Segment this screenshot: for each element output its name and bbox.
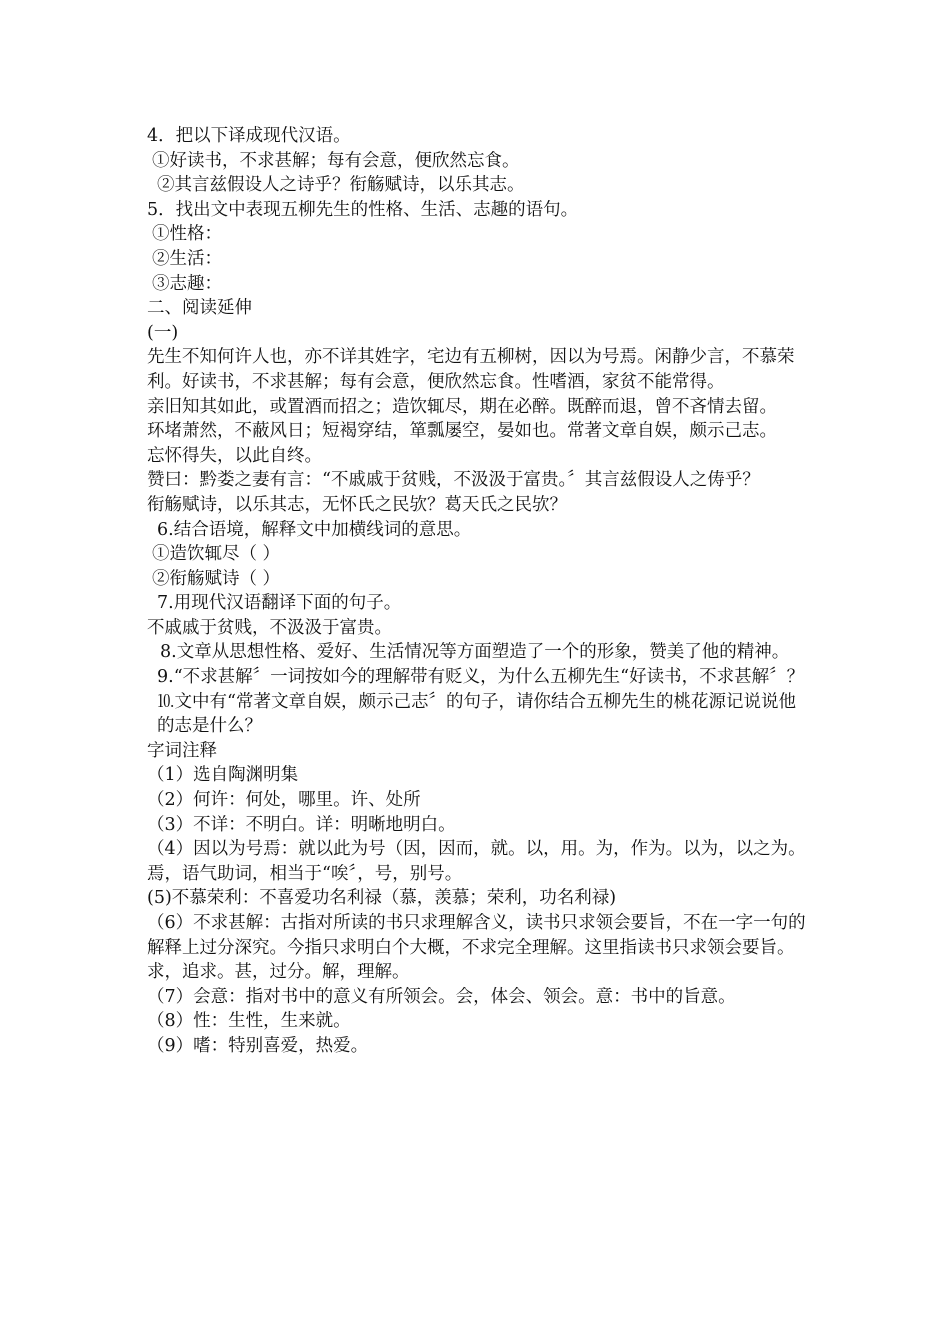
- question-6-item-2: ②衔觞赋诗（ ）: [152, 568, 281, 589]
- passage-paragraph: 亲旧知其如此，或置酒而招之；造饮辄尽，期在必醉。既醉而退，曾不吝情去留。: [147, 396, 777, 417]
- question-4: 4．把以下译成现代汉语。: [147, 126, 351, 146]
- question-10: ⒑文中有“常著文章自娱，颇示己志〞的句子，请你结合五柳先生的桃花源记说说他的志是什么？: [157, 691, 796, 737]
- passage-paragraph: 先生不知何许人也，亦不详其姓字，宅边有五柳树，因以为号焉。闲静少言，不慕荣利。好读书，不求甚解；每有会意，便欣然忘食。性嗜酒，家贫不能常得。: [147, 347, 795, 392]
- question-7: 7.用现代汉语翻译下面的句子。: [157, 593, 402, 614]
- note-item: （9）嗜：特别喜爱，热爱。: [147, 1035, 369, 1056]
- question-6: 6.结合语境，解释文中加横线词的意思。: [157, 519, 472, 540]
- passage-paragraph: 衔觞赋诗，以乐其志，无怀氏之民欤？葛天氏之民欤？: [147, 494, 567, 515]
- note-item: （7）会意：指对书中的意义有所领会。会，体会、领会。意：书中的旨意。: [147, 986, 736, 1007]
- question-6-item-1: ①造饮辄尽（ ）: [152, 544, 281, 565]
- document-body: [147, 124, 807, 1059]
- passage-paragraph: 赞曰：黔娄之妻有言：“不戚戚于贫贱，不汲汲于富贵。〞其言兹假设人之俦乎？: [147, 470, 760, 491]
- question-5-item-3: ③志趣：: [152, 273, 222, 294]
- question-5: 5．找出文中表现五柳先生的性格、生活、志趣的语句。: [147, 199, 579, 220]
- note-item: (5)不慕荣利：不喜爱功名利禄（慕，羡慕；荣利，功名利禄): [147, 888, 617, 909]
- question-4-item-2: ②其言兹假设人之诗乎？衔觞赋诗，以乐其志。: [157, 175, 525, 196]
- passage-paragraph: 环堵萧然，不蔽风日；短褐穿结，箪瓢屡空，晏如也。常著文章自娱，颇示己志。: [147, 421, 777, 442]
- note-item: （3）不详：不明白。详：明晰地明白。: [147, 814, 456, 835]
- question-9: 9.“不求甚解〞一词按如今的理解带有贬义，为什么五柳先生“好读书，不求甚解〞？: [157, 667, 805, 688]
- note-item: （4）因以为号焉：就以此为号（因，因而，就。以，用。为，作为。以为，以之为。焉，语气助词，相当于“唉〞，号，别号。: [147, 839, 806, 884]
- question-8: 8.文章从思想性格、爱好、生活情况等方面塑造了一个的形象，赞美了他的精神。: [160, 642, 790, 663]
- section-heading: 二、阅读延伸: [147, 298, 252, 319]
- subsection-marker: (一): [147, 322, 179, 343]
- note-item: （6）不求甚解：古指对所读的书只求理解含义，读书只求领会要旨，不在一字一句的解释上过分深究。今指只求明白个大概，不求完全理解。这里指读书只求领会要旨。求，追求。甚，过分。解，理解。: [147, 913, 806, 983]
- passage-paragraph: 忘怀得失，以此自终。: [147, 445, 322, 466]
- notes-heading: 字词注释: [147, 740, 217, 761]
- question-5-item-1: ①性格：: [152, 224, 222, 245]
- question-4-item-1: ①好读书，不求甚解；每有会意，便欣然忘食。: [152, 150, 520, 171]
- note-item: （1）选自陶渊明集: [147, 765, 299, 786]
- note-item: （8）性：生性，生来就。: [147, 1011, 351, 1032]
- question-5-item-2: ②生活：: [152, 248, 222, 269]
- question-7-sentence: 不戚戚于贫贱，不汲汲于富贵。: [147, 617, 392, 638]
- note-item: （2）何许：何处，哪里。许、处所: [147, 790, 421, 811]
